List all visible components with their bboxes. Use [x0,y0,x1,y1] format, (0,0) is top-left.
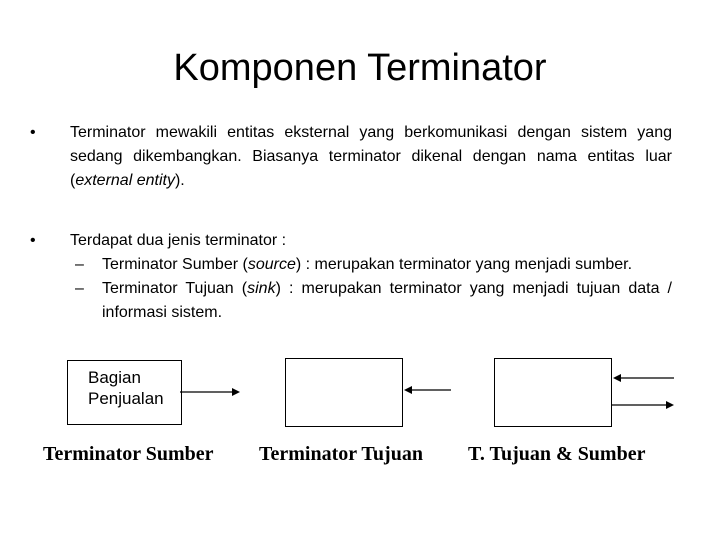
terminator-tujuan-sumber-box [494,358,612,427]
bullet-text: Terdapat dua jenis terminator : [70,232,287,249]
sub-item-sink: – Terminator Tujuan (sink) : merupakan terminator yang menjadi tujuan data / informasi sistem. [102,277,672,325]
terminator-sumber-box [67,360,182,425]
bullet-terminator-definition [30,121,672,193]
caption-terminator-tujuan: Terminator Tujuan [259,443,423,465]
outgoing-arrow-icon [612,398,676,412]
sub-marker: – [75,256,84,273]
bullet-marker: • [30,232,36,249]
outgoing-arrow-icon [180,385,242,399]
bullet-marker: • [30,124,36,141]
slide-title: Komponen Terminator [173,47,547,89]
incoming-arrow-icon [403,383,453,397]
bullet-text: Terminator mewakili entitas eksternal yang berkomunikasi dengan sistem yang sedang dikembangkan. Biasanya terminator dikenal dengan nama entitas luar (external entity). [70,124,672,189]
terminator-tujuan-box [285,358,403,427]
incoming-arrow-icon [612,371,676,385]
caption-tujuan-sumber: T. Tujuan & Sumber [468,443,646,465]
caption-terminator-sumber: Terminator Sumber [43,443,214,465]
sub-item-source: – Terminator Sumber (source) : merupakan terminator yang menjadi sumber. [102,253,672,277]
bullet-terminator-types [30,229,672,325]
sub-marker: – [75,280,84,297]
terminator-sumber-label: Bagian Penjualan [88,368,164,408]
